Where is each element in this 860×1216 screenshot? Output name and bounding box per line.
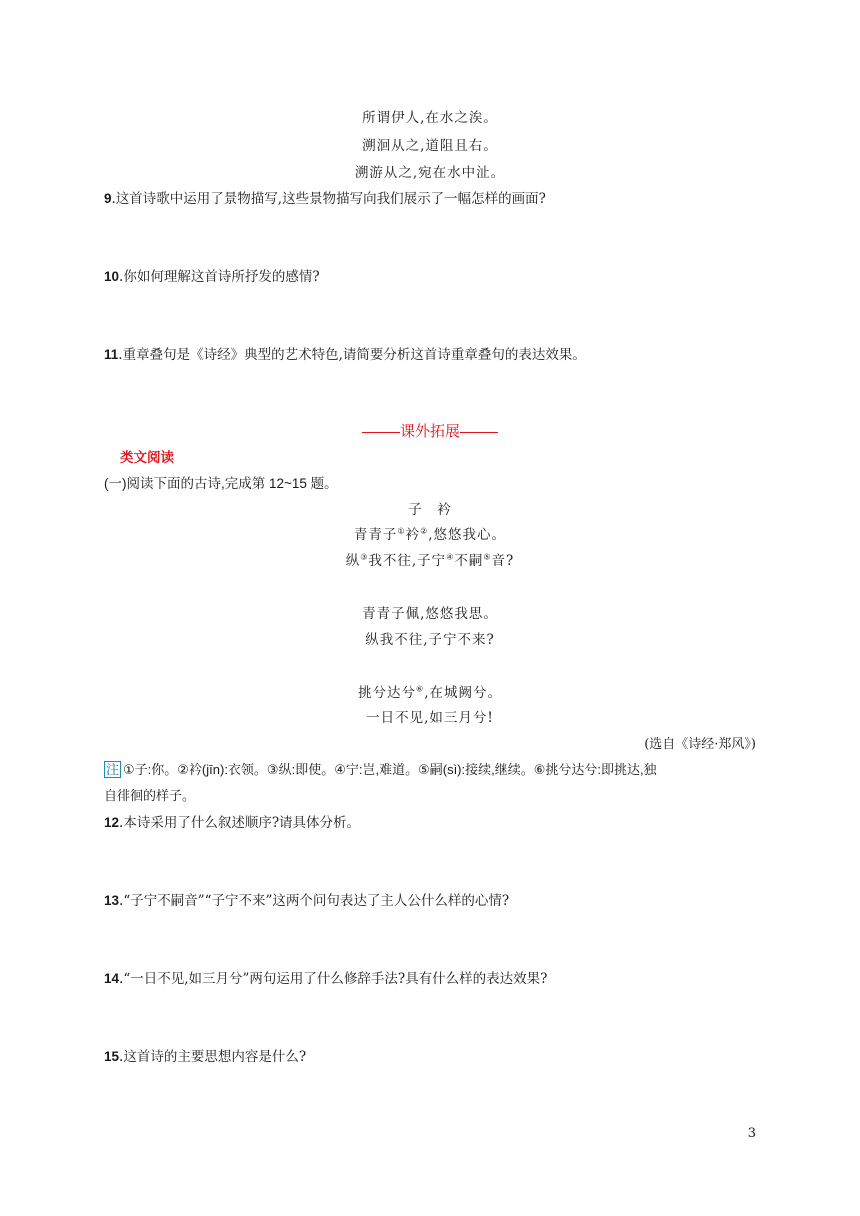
question-11: 11.重章叠句是《诗经》典型的艺术特色,请简要分析这首诗重章叠句的表达效果。 (104, 347, 586, 363)
section-rule-left (362, 432, 400, 433)
poem-line: 青青子佩,悠悠我思。 (362, 606, 498, 622)
poem-line: 青青子①衿②,悠悠我心。 (353, 526, 507, 543)
poem-notes: 注 ①子:你。②衿(jīn):衣领。③纵:即使。④宁:岂,难道。⑤嗣(sì):接续,继续。⑥挑兮达兮:即挑达,独 (106, 762, 657, 777)
page-number: 3 (747, 1126, 756, 1141)
poem-source: (选自《诗经·郑风》) (644, 737, 756, 752)
poem-notes-cont: 自徘徊的样子。 (104, 788, 196, 803)
note-label: 注 (106, 762, 120, 777)
section-title (0, 420, 860, 441)
reading-label: 类文阅读 (120, 450, 174, 465)
section-title-text: 课外拓展 (399, 422, 460, 440)
question-9: 9.这首诗歌中运用了景物描写,这些景物描写向我们展示了一幅怎样的画面? (104, 191, 546, 207)
poem-line: 所谓伊人,在水之涘。 (362, 110, 498, 126)
poem-line: 挑兮达兮⑥,在城阙兮。 (358, 684, 502, 701)
question-14: 14.“一日不见,如三月兮”两句运用了什么修辞手法?具有什么样的表达效果? (104, 971, 548, 987)
section-rule-right (460, 432, 498, 433)
poem-line: 溯洄从之,道阻且右。 (362, 138, 498, 154)
question-10: 10.你如何理解这首诗所抒发的感情? (104, 269, 320, 285)
question-15: 15.这首诗的主要思想内容是什么? (104, 1049, 307, 1065)
question-12: 12.本诗采用了什么叙述顺序?请具体分析。 (104, 815, 361, 831)
reading-instruction: (一)阅读下面的古诗,完成第 12~15 题。 (104, 476, 338, 491)
question-13: 13.“子宁不嗣音”“子宁不来”这两个问句表达了主人公什么样的心情? (104, 893, 510, 909)
poem-line: 纵我不往,子宁不来? (365, 632, 495, 648)
poem-line: 纵③我不往,子宁④不嗣⑤音? (345, 552, 515, 569)
poem-line: 一日不见,如三月兮! (366, 710, 494, 726)
poem-line: 溯游从之,宛在水中沚。 (354, 165, 506, 181)
poem-title: 子 衿 (408, 502, 452, 518)
